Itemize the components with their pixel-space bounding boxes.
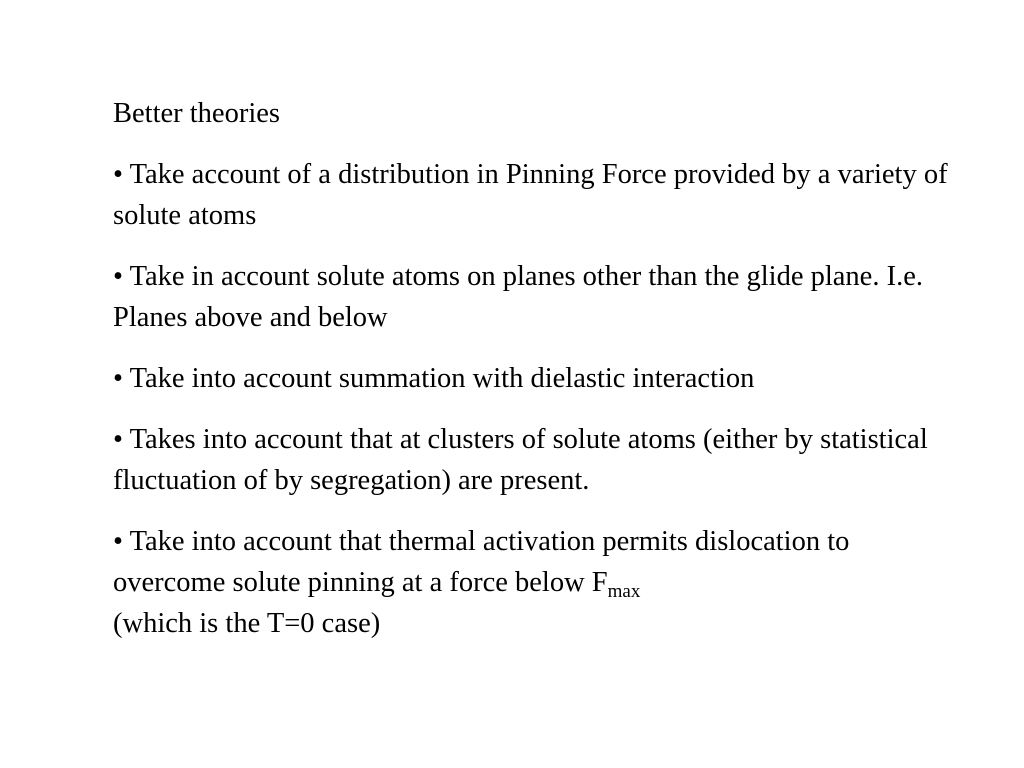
bullet-item: • Takes into account that at clusters of solute atoms (either by statistical fluctuation of by segregation) are present. — [113, 424, 928, 496]
bullet-text-continuation: (which is the T=0 case) — [113, 608, 381, 639]
bullet-item: • Take into account summation with dielastic interaction — [113, 363, 755, 394]
bullet-text: • Take into account that thermal activation permits dislocation to overcome solute pinning at a force below F — [113, 526, 850, 598]
slide-body — [113, 93, 963, 664]
bullet-item: • Take in account solute atoms on planes other than the glide plane. I.e. Planes above and below — [113, 261, 923, 333]
slide-heading: Better theories — [113, 98, 280, 129]
bullet-item: • Take account of a distribution in Pinning Force provided by a variety of solute atoms — [113, 159, 948, 231]
bullet-item-thermal-activation — [113, 521, 963, 644]
f-max-subscript: max — [607, 581, 641, 602]
